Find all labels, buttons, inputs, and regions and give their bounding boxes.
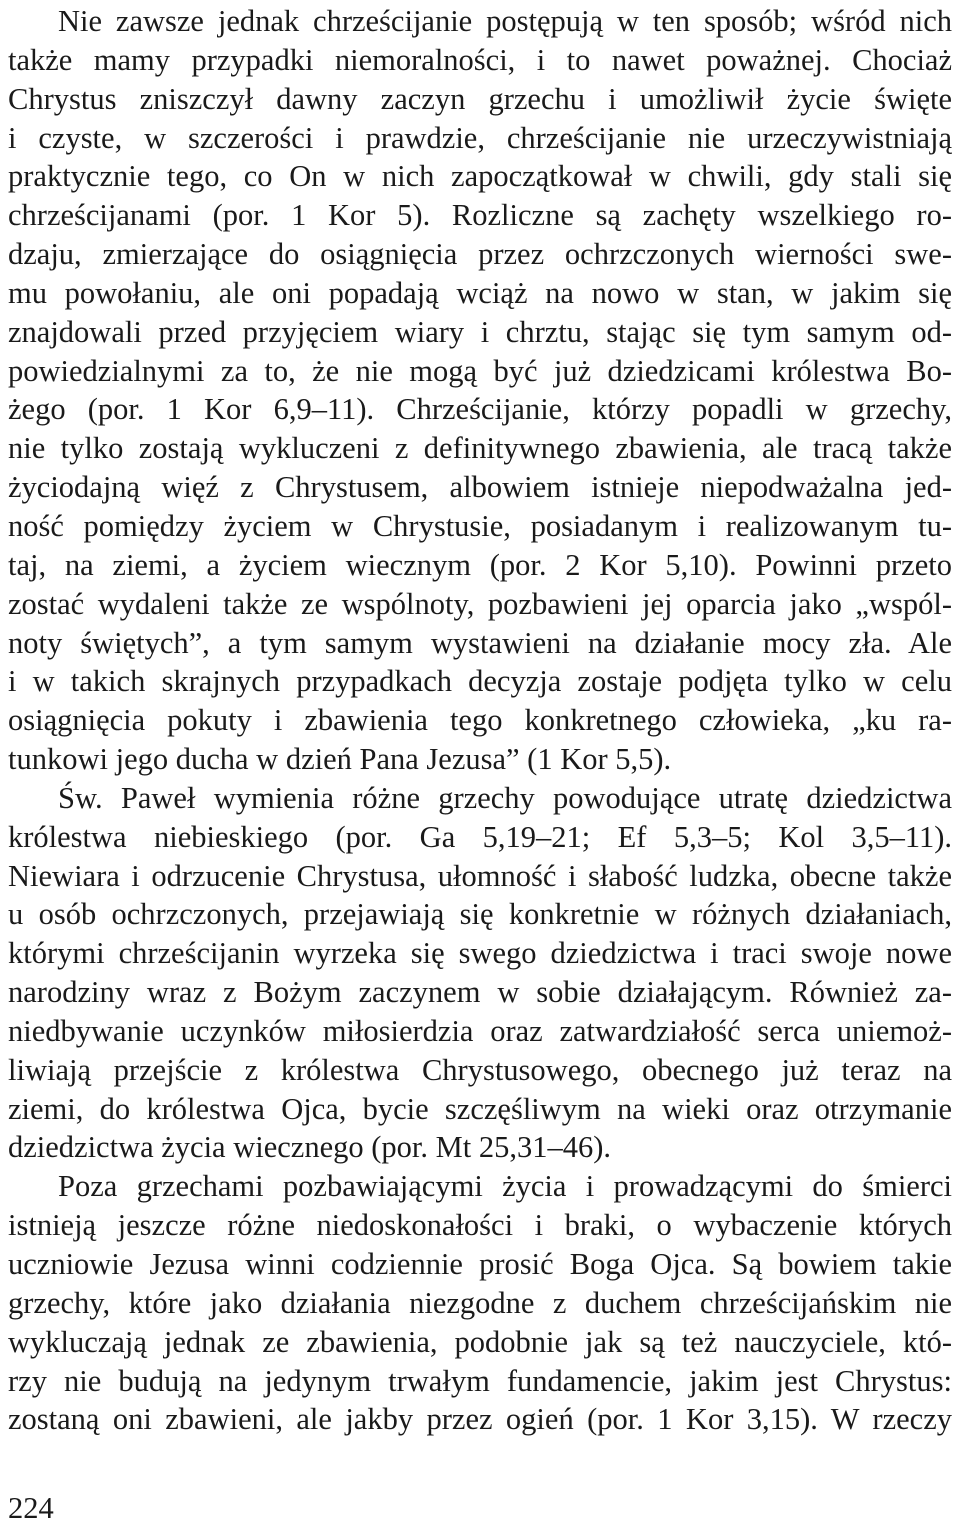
text-line: uczniowie Jezusa winni codziennie prosić Boga Ojca. Są bowiem takie bbox=[8, 1247, 952, 1281]
text-line: taj, na ziemi, a życiem wiecznym (por. 2 Kor 5,10). Powinni przeto bbox=[8, 547, 952, 582]
text-line: ziemi, do królestwa Ojca, bycie szczęśliwym na wieki oraz otrzymanie bbox=[8, 1091, 952, 1126]
text-line: grzechy, które jako działania niezgodne z duchem chrześcijańskim nie bbox=[8, 1285, 952, 1320]
text-line: i w takich skrajnych przypadkach decyzja zostaje podjęta tylko w celu bbox=[8, 664, 952, 699]
text-line: zostać wydaleni także ze wspólnoty, pozbawieni jej oparcia jako „wspól- bbox=[8, 586, 952, 621]
text-line: także mamy przypadki niemoralności, i to nawet poważnej. Chociaż bbox=[8, 42, 952, 77]
text-line: osiągnięcia pokuty i zbawienia tego konkretnego człowieka, „ku ra- bbox=[8, 703, 952, 738]
text-line: ność pomiędzy życiem w Chrystusie, posiadanym i realizowanym tu- bbox=[8, 508, 952, 543]
text-line: dziedzictwa życia wiecznego (por. Mt 25,31–46). bbox=[8, 1130, 612, 1165]
text-line: żego (por. 1 Kor 6,9–11). Chrześcijanie, którzy popadli w grzechy, bbox=[8, 392, 952, 427]
text-line: powiedzialnymi za to, że nie mogą być już dziedzicami królestwa Bo- bbox=[8, 353, 952, 388]
text-line: życiodajną więź z Chrystusem, albowiem istnieje niepodważalna jed- bbox=[8, 470, 952, 505]
text-line: Św. Paweł wymienia różne grzechy powodujące utratę dziedzictwa bbox=[58, 780, 952, 815]
text-line: nie tylko zostają wykluczeni z definitywnego zbawienia, ale tracą także bbox=[8, 431, 952, 466]
text-line: istnieją jeszcze różne niedoskonałości i braki, o wybaczenie których bbox=[8, 1208, 952, 1243]
text-line: u osób ochrzczonych, przejawiają się konkretnie w różnych działaniach, bbox=[8, 897, 952, 932]
text-line: królestwa niebieskiego (por. Ga 5,19–21; Ef 5,3–5; Kol 3,5–11). bbox=[8, 819, 952, 854]
text-line: którymi chrześcijanin wyrzeka się swego dziedzictwa i traci swoje nowe bbox=[8, 936, 952, 971]
text-line: Chrystus zniszczył dawny zaczyn grzechu i umożliwił życie święte bbox=[8, 81, 952, 116]
text-line: niedbywanie uczynków miłosierdzia oraz zatwardziałość serca uniemoż- bbox=[8, 1013, 952, 1048]
page-number: 224 bbox=[8, 1491, 54, 1525]
text-line: Niewiara i odrzucenie Chrystusa, ułomność i słabość ludzka, obecne także bbox=[8, 858, 952, 893]
text-line: znajdowali przed przyjęciem wiary i chrztu, stając się tym samym od- bbox=[8, 314, 952, 349]
document-page bbox=[8, 0, 952, 1539]
text-line: rzy nie budują na jedynym trwałym fundamencie, jakim jest Chrystus: bbox=[8, 1363, 952, 1398]
text-line: dzaju, zmierzające do osiągnięcia przez ochrzczonych wierności swe- bbox=[8, 237, 952, 272]
text-line: Nie zawsze jednak chrześcijanie postępują w ten sposób; wśród nich bbox=[58, 4, 952, 38]
body-text bbox=[8, 2, 952, 1439]
text-line: noty świętych”, a tym samym wystawieni na działanie mocy zła. Ale bbox=[8, 625, 952, 660]
text-line: Poza grzechami pozbawiającymi życia i prowadzącymi do śmierci bbox=[58, 1169, 952, 1204]
text-line: wykluczają jednak ze zbawienia, podobnie jak są też nauczyciele, któ- bbox=[8, 1324, 952, 1359]
text-line: i czyste, w szczerości i prawdzie, chrześcijanie nie urzeczywistniają bbox=[8, 120, 952, 155]
text-line: mu powołaniu, ale oni popadają wciąż na nowo w stan, w jakim się bbox=[8, 275, 952, 310]
text-line: tunkowi jego ducha w dzień Pana Jezusa” (1 Kor 5,5). bbox=[8, 742, 672, 777]
text-line: narodziny wraz z Bożym zaczynem w sobie działającym. Również za- bbox=[8, 975, 952, 1010]
text-line: liwiają przejście z królestwa Chrystusowego, obecnego już teraz na bbox=[8, 1052, 952, 1087]
text-line: zostaną oni zbawieni, ale jakby przez ogień (por. 1 Kor 3,15). W rzeczy bbox=[8, 1402, 952, 1437]
text-line: chrześcijanami (por. 1 Kor 5). Rozliczne są zachęty wszelkiego ro- bbox=[8, 198, 952, 233]
text-line: praktycznie tego, co On w nich zapoczątkował w chwili, gdy stali się bbox=[8, 159, 952, 194]
